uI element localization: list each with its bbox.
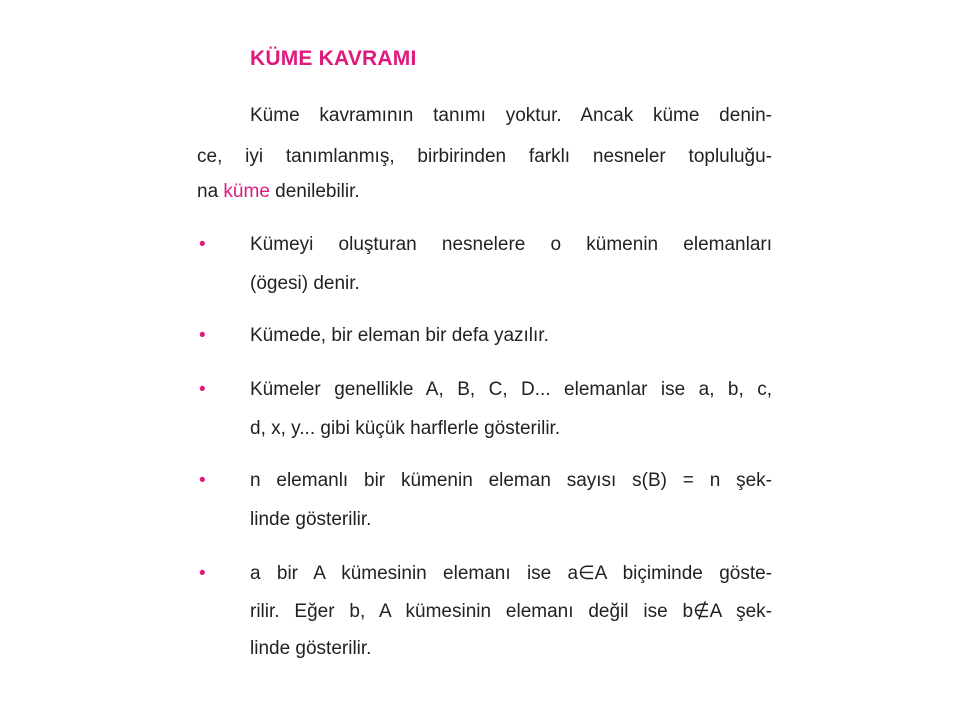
intro-line-3 <box>197 180 772 204</box>
bullet-marker: • <box>199 234 206 255</box>
list-item-line: Kümeyi oluşturan nesnelere o kümenin elemanları <box>250 234 772 255</box>
list-item-line: rilir. Eğer b, A kümesinin elemanı değil ise b∉A şek- <box>250 601 772 622</box>
list-item-line: a bir A kümesinin elemanı ise a∈A biçiminde göste- <box>250 563 772 584</box>
section-title: KÜME KAVRAMI <box>250 47 417 70</box>
bullet-marker: • <box>199 325 206 346</box>
list-item-line: linde gösterilir. <box>250 509 372 530</box>
list-item-line: (ögesi) denir. <box>250 273 360 294</box>
intro-line-3-prefix: na <box>197 181 224 202</box>
intro-line-3-suffix: denilebilir. <box>269 181 360 202</box>
list-item-line: linde gösterilir. <box>250 638 372 659</box>
list-item-line: Kümede, bir eleman bir defa yazılır. <box>250 325 549 346</box>
list-item-line: n elemanlı bir kümenin eleman sayısı s(B) = n şek- <box>250 470 772 491</box>
bullet-marker: • <box>199 470 206 491</box>
bullet-marker: • <box>199 379 206 400</box>
intro-line-1: Küme kavramının tanımı yoktur. Ancak küme denin- <box>250 105 772 126</box>
list-item-line: Kümeler genellikle A, B, C, D... elemanlar ise a, b, c, <box>250 379 772 400</box>
highlighted-term: küme <box>223 181 270 202</box>
list-item-line: d, x, y... gibi küçük harflerle gösterilir. <box>250 418 561 439</box>
bullet-marker: • <box>199 563 206 584</box>
intro-line-2: ce, iyi tanımlanmış, birbirinden farklı nesneler topluluğu- <box>197 146 772 167</box>
